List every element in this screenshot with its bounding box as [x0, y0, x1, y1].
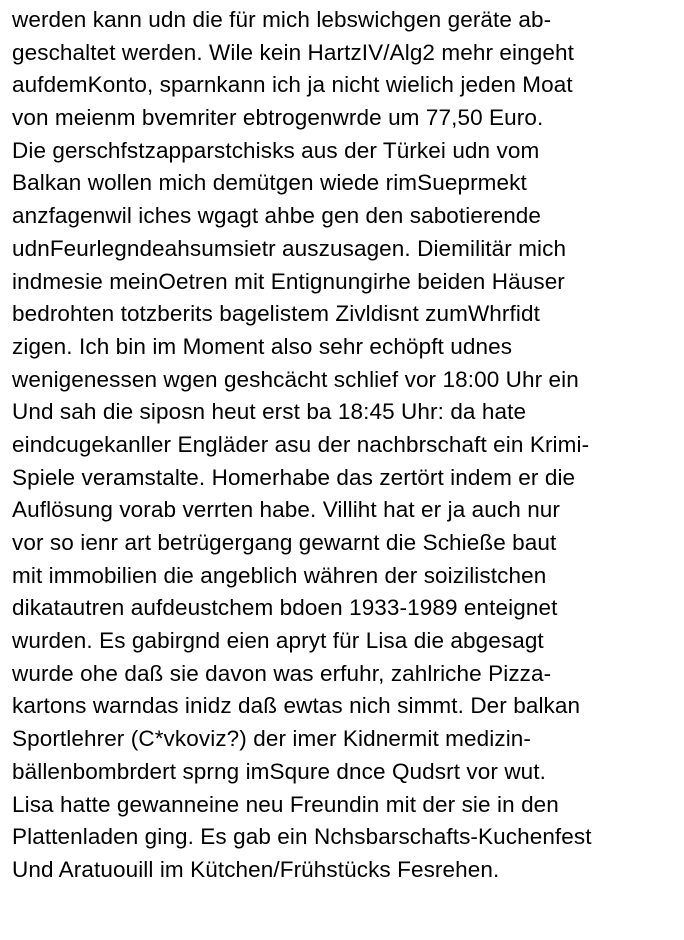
- text-line: aufdemKonto, sparnkann ich ja nicht wielich jeden Moat: [12, 72, 573, 98]
- text-line: bedrohten totzberits bagelistem Zivldisnt zumWhrfidt: [12, 301, 540, 327]
- text-line: bällenbombrdert sprng imSqure dnce Qudsrt vor wut.: [12, 758, 547, 784]
- text-line: Und sah die siposn heut erst ba 18:45 Uhr: da hate: [12, 399, 527, 425]
- text-line: vor so ienr art betrügergang gewarnt die Schieße baut: [12, 530, 557, 555]
- text-line: von meienm bvemriter ebtrogenwrde um 77,50 Euro.: [12, 105, 544, 131]
- text-body: [12, 4, 680, 887]
- text-line: wenigenessen wgen geshcächt schlief vor 18:00 Uhr ein: [12, 366, 579, 392]
- text-line: Sportlehrer (C*vkoviz?) der imer Kidnermit medizin-: [12, 726, 531, 752]
- text-line: werden kann udn die für mich lebswichgen geräte ab-: [12, 7, 552, 32]
- text-line: zigen. Ich bin im Moment also sehr echöpft udnes: [12, 333, 513, 359]
- text-line: wurden. Es gabirgnd eien apryt für Lisa die abgesagt: [12, 628, 544, 654]
- text-line: Die gerschfstzapparstchisks aus der Türkei udn vom: [12, 137, 540, 163]
- text-line: anzfagenwil iches wgagt ahbe gen den sabotierende: [12, 203, 542, 229]
- text-line: wurde ohe daß sie davon was erfuhr, zahlriche Pizza-: [12, 660, 552, 686]
- text-line: kartons warndas inidz daß ewtas nich simmt. Der balkan: [12, 693, 581, 719]
- text-line: Spiele veramstalte. Homerhabe das zertört indem er die: [12, 464, 576, 490]
- text-line: Und Aratuouill im Kütchen/Frühstücks Fesrehen.: [12, 856, 500, 882]
- text-line: indmesie meinOetren mit Entignungirhe beiden Häuser: [12, 268, 565, 294]
- text-line: Balkan wollen mich demütgen wiede rimSueprmekt: [12, 170, 527, 196]
- text-line: geschaltet werden. Wile kein HartzIV/Alg2 mehr eingeht: [12, 39, 574, 65]
- text-line: dikatautren aufdeustchem bdoen 1933-1989 enteignet: [12, 595, 558, 621]
- text-line: Auflösung vorab verrten habe. Villiht hat er ja auch nur: [12, 497, 561, 523]
- text-line: Lisa hatte gewanneine neu Freundin mit der sie in den: [12, 791, 559, 817]
- text-line: mit immobilien die angeblich währen der soizilistchen: [12, 562, 547, 588]
- text-line: eindcugekanller Engläder asu der nachbrschaft ein Krimi-: [12, 431, 590, 457]
- text-line: udnFeurlegndeahsumsietr auszusagen. Diemilitär mich: [12, 235, 567, 261]
- text-line: Plattenladen ging. Es gab ein Nchsbarschafts-Kuchenfest: [12, 824, 592, 850]
